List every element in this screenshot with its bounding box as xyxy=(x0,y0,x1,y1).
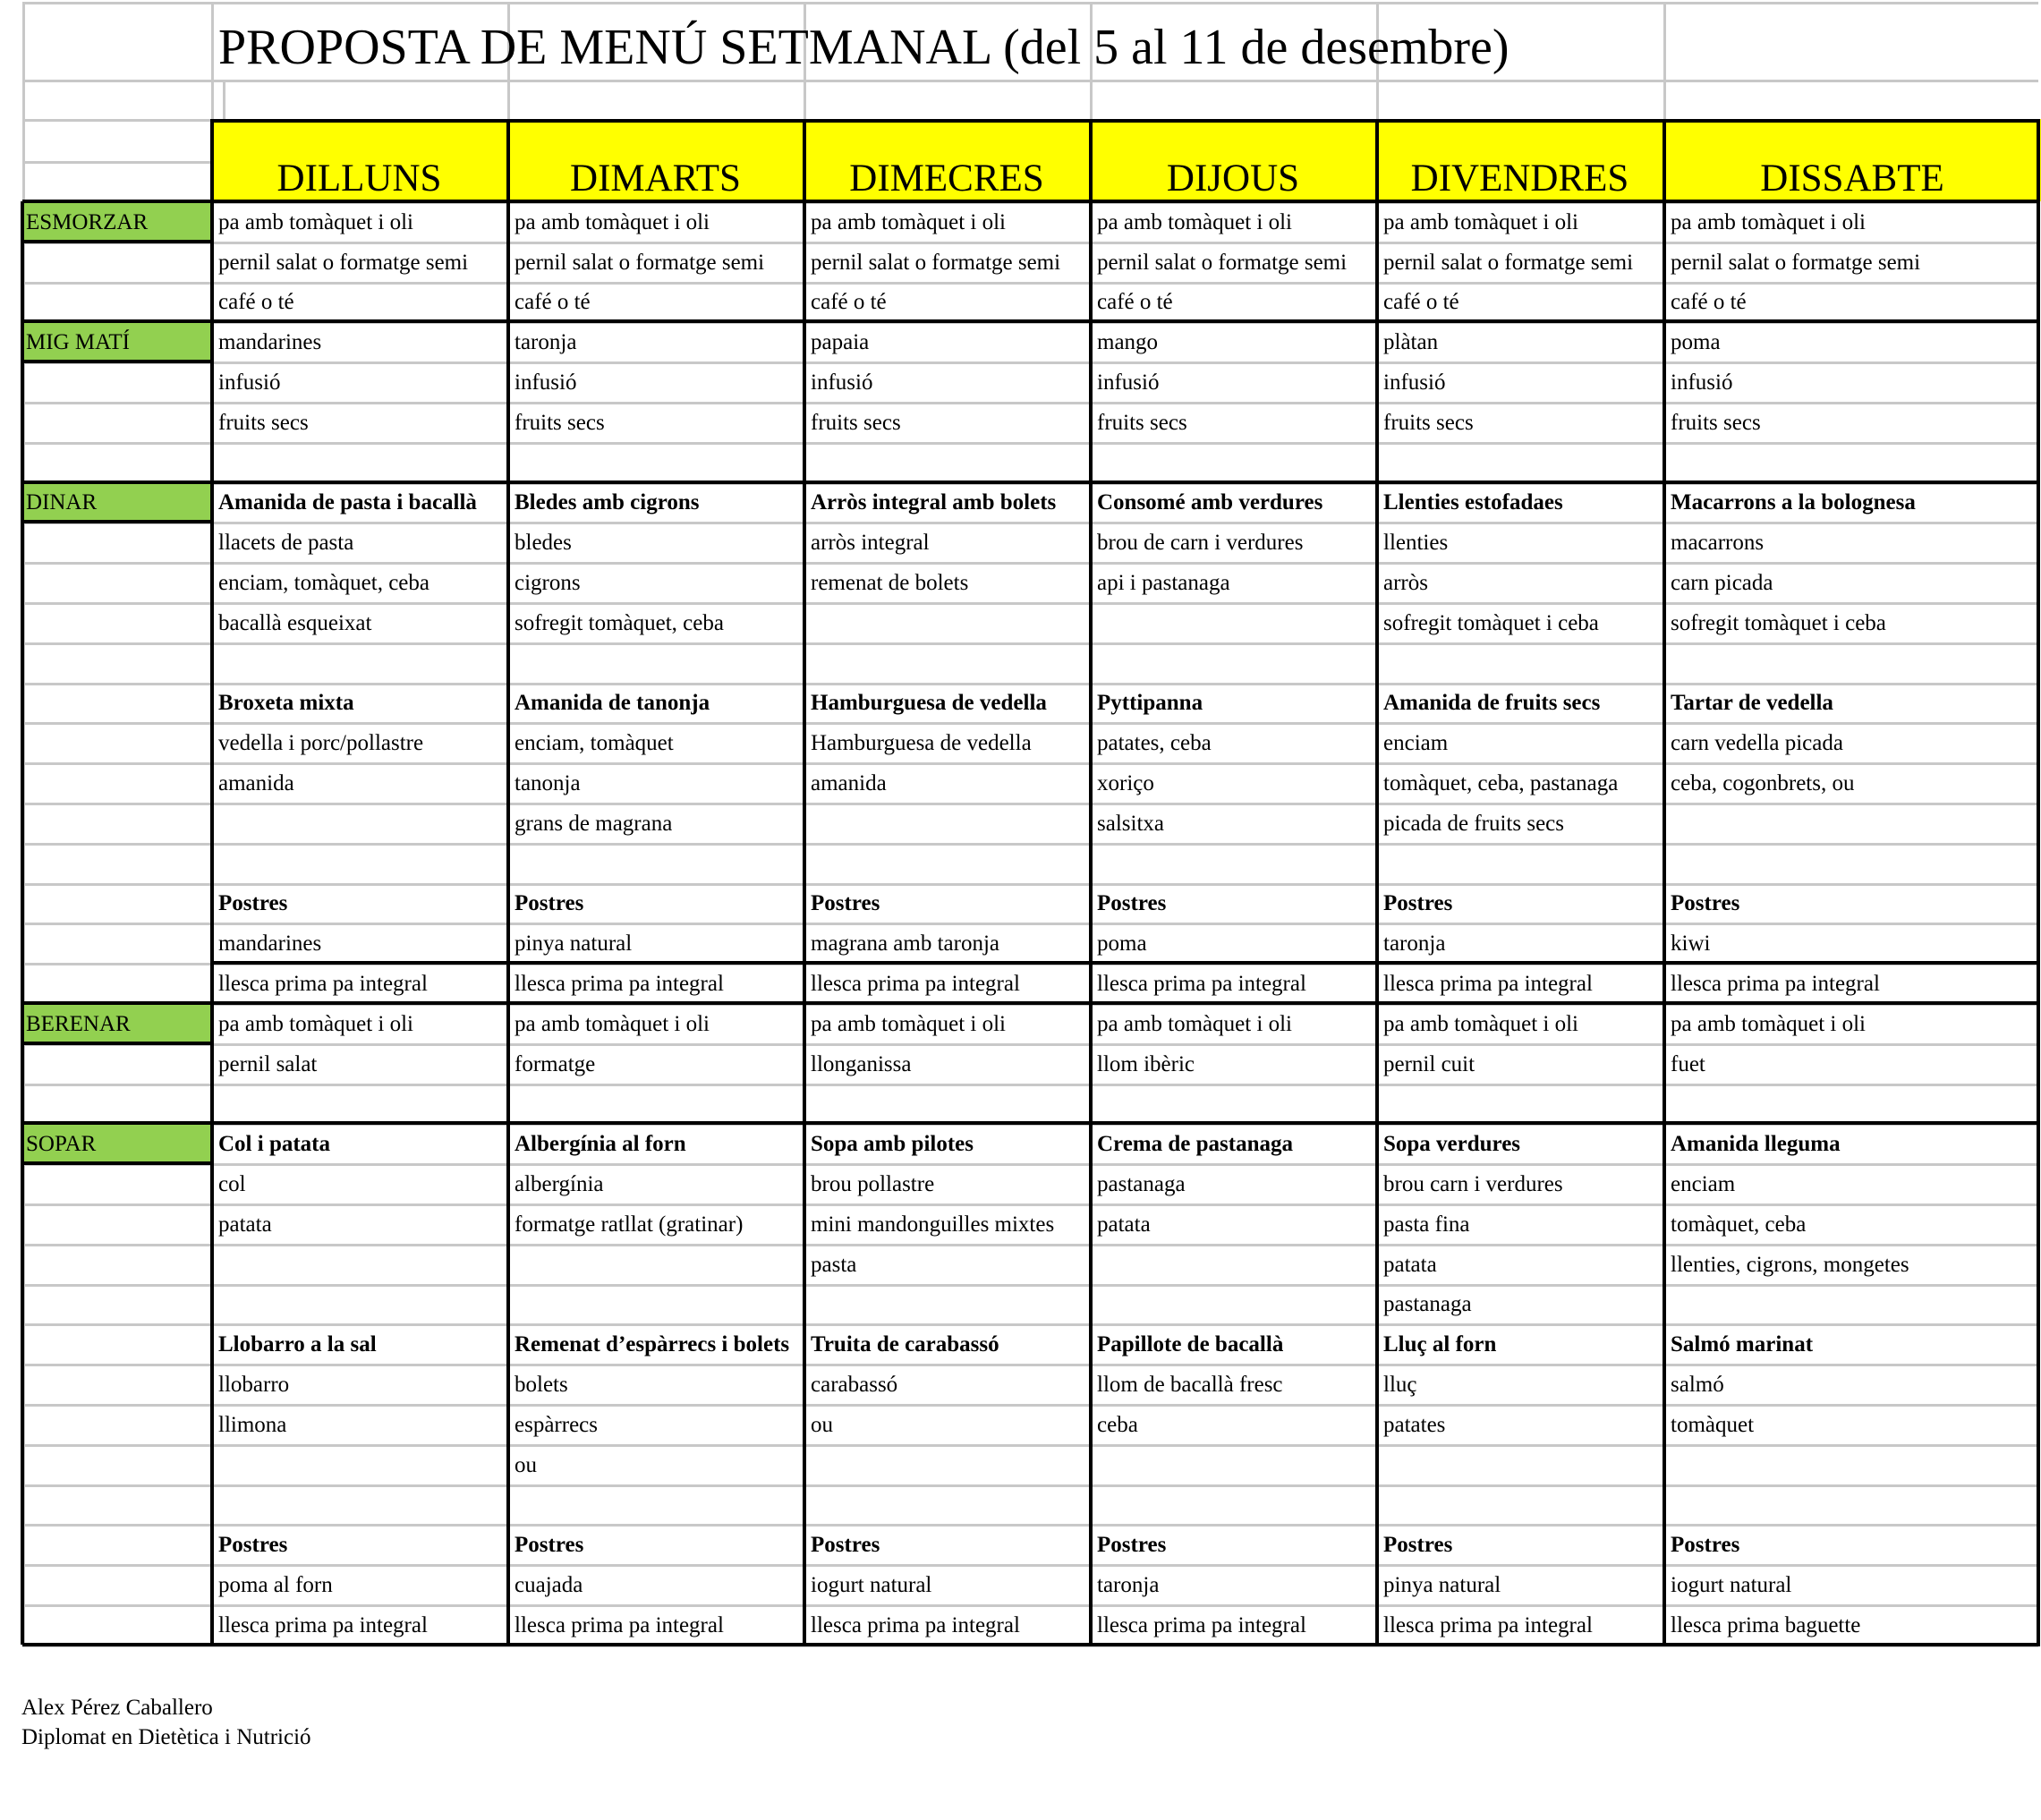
menu-cell xyxy=(507,843,814,883)
menu-cell xyxy=(507,442,814,482)
menu-cell: enciam xyxy=(1383,731,1449,756)
menu-cell: pa amb tomàquet i oli xyxy=(515,209,710,234)
dish-title-cell: Broxeta mixta xyxy=(218,691,354,716)
border xyxy=(22,240,211,243)
border xyxy=(1663,119,1666,1645)
menu-cell: café o té xyxy=(1097,290,1173,315)
menu-cell: tomàquet xyxy=(1671,1412,1755,1437)
menu-cell: picada de fruits secs xyxy=(1383,811,1565,836)
menu-cell xyxy=(804,843,1090,883)
menu-cell: pernil salat o formatge semi xyxy=(1671,250,1921,275)
menu-cell: taronja xyxy=(1097,1572,1160,1597)
menu-cell: pinya natural xyxy=(515,931,633,957)
menu-cell: poma xyxy=(1671,330,1721,355)
menu-cell: infusió xyxy=(811,370,873,395)
dish-title-cell: Postres xyxy=(1383,891,1453,916)
dish-title-cell: Llobarro a la sal xyxy=(218,1332,377,1357)
menu-cell: Hamburguesa de vedella xyxy=(811,731,1032,756)
menu-cell: macarrons xyxy=(1671,531,1765,556)
menu-cell: pernil salat o formatge semi xyxy=(1383,250,1634,275)
border xyxy=(22,319,2038,323)
border xyxy=(2037,119,2040,1645)
menu-cell: amanida xyxy=(811,770,887,795)
menu-cell: llesca prima pa integral xyxy=(515,1612,724,1637)
dish-title-cell: Consomé amb verdures xyxy=(1097,490,1323,515)
menu-cell: papaia xyxy=(811,330,870,355)
menu-cell xyxy=(1663,803,2041,843)
menu-cell xyxy=(1663,843,2041,883)
menu-cell: xoriço xyxy=(1097,770,1154,795)
menu-cell: llesca prima pa integral xyxy=(1671,971,1880,996)
menu-cell xyxy=(804,1444,1090,1484)
menu-cell xyxy=(1090,442,1376,482)
menu-cell xyxy=(1376,1084,1663,1124)
dish-title-cell: Postres xyxy=(515,1533,584,1558)
menu-cell xyxy=(1090,642,1376,683)
dish-title-cell: Amanida lleguma xyxy=(1671,1132,1841,1157)
menu-cell xyxy=(1090,1084,1376,1124)
dish-title-cell: Postres xyxy=(811,1533,880,1558)
menu-cell xyxy=(1090,843,1376,883)
author-credential: Diplomat en Dietètica i Nutrició xyxy=(21,1725,311,1749)
dish-title-cell: Postres xyxy=(515,891,584,916)
menu-cell: bacallà esqueixat xyxy=(218,610,372,635)
menu-cell: cigrons xyxy=(515,570,581,595)
menu-cell: llenties xyxy=(1383,531,1449,556)
menu-cell xyxy=(1663,1484,2041,1525)
menu-cell xyxy=(1090,1444,1376,1484)
menu-cell xyxy=(211,803,507,843)
menu-cell: formatge ratllat (gratinar) xyxy=(515,1212,744,1237)
menu-cell: café o té xyxy=(1671,290,1747,315)
day-header-dilluns: DILLUNS xyxy=(276,157,442,200)
meal-label: SOPAR xyxy=(26,1132,97,1157)
menu-cell: pa amb tomàquet i oli xyxy=(218,209,414,234)
border xyxy=(1375,119,1379,1645)
border xyxy=(506,119,510,1645)
menu-cell xyxy=(211,1444,507,1484)
border xyxy=(803,119,806,1645)
dish-title-cell: Col i patata xyxy=(218,1132,330,1157)
menu-cell: formatge xyxy=(515,1051,596,1076)
menu-cell xyxy=(211,442,507,482)
menu-cell: brou carn i verdures xyxy=(1383,1171,1563,1196)
dish-title-cell: Postres xyxy=(1097,1533,1167,1558)
menu-cell: patates, ceba xyxy=(1097,731,1212,756)
menu-cell: fuet xyxy=(1671,1051,1705,1076)
footer xyxy=(21,1693,311,1752)
menu-cell xyxy=(211,1084,507,1124)
menu-cell: magrana amb taronja xyxy=(811,931,1000,957)
menu-cell: taronja xyxy=(1383,931,1446,957)
dish-title-cell: Hamburguesa de vedella xyxy=(811,691,1047,716)
dish-title-cell: Postres xyxy=(1097,891,1167,916)
border xyxy=(22,1643,2040,1646)
border xyxy=(22,481,2038,484)
menu-cell xyxy=(1663,1284,2041,1324)
menu-cell: pa amb tomàquet i oli xyxy=(218,1011,414,1036)
author-name: Alex Pérez Caballero xyxy=(21,1696,213,1720)
grid-line xyxy=(223,80,225,119)
menu-cell xyxy=(507,1244,814,1284)
menu-cell: remenat de bolets xyxy=(811,570,969,595)
day-header-dimecres: DIMECRES xyxy=(849,157,1044,200)
dish-title-cell: Truita de carabassó xyxy=(811,1332,999,1357)
grid-line xyxy=(22,80,2038,82)
menu-cell: enciam xyxy=(1671,1171,1736,1196)
menu-cell xyxy=(1376,843,1663,883)
dish-title-cell: Remenat d’espàrrecs i bolets xyxy=(515,1332,790,1357)
menu-cell: llesca prima pa integral xyxy=(811,971,1020,996)
dish-title-cell: Postres xyxy=(1671,1533,1740,1558)
day-header-dissabte: DISSABTE xyxy=(1760,157,1944,200)
menu-cell: pinya natural xyxy=(1383,1572,1501,1597)
border xyxy=(1089,119,1093,1645)
menu-cell: carn vedella picada xyxy=(1671,731,1843,756)
dish-title-cell: Postres xyxy=(218,891,288,916)
menu-cell: pa amb tomàquet i oli xyxy=(1383,209,1579,234)
menu-cell: llesca prima baguette xyxy=(1671,1612,1861,1637)
menu-cell: mandarines xyxy=(218,931,322,957)
menu-cell: llacets de pasta xyxy=(218,531,354,556)
menu-cell xyxy=(804,442,1090,482)
menu-cell: infusió xyxy=(1383,370,1446,395)
menu-cell: llesca prima pa integral xyxy=(1383,1612,1593,1637)
menu-cell: pastanaga xyxy=(1097,1171,1186,1196)
menu-cell: patates xyxy=(1383,1412,1446,1437)
dish-title-cell: Sopa verdures xyxy=(1383,1132,1521,1157)
border xyxy=(211,119,2038,123)
border xyxy=(22,520,211,523)
border xyxy=(21,201,24,1645)
menu-cell: fruits secs xyxy=(1097,410,1187,435)
border xyxy=(22,1121,2038,1125)
menu-cell: pernil salat o formatge semi xyxy=(515,250,765,275)
dish-title-cell: Albergínia al forn xyxy=(515,1132,686,1157)
menu-cell: albergínia xyxy=(515,1171,604,1196)
menu-cell: llesca prima pa integral xyxy=(218,1612,428,1637)
menu-cell: patata xyxy=(218,1212,272,1237)
menu-cell xyxy=(211,1484,507,1525)
menu-cell: pa amb tomàquet i oli xyxy=(1383,1011,1579,1036)
menu-cell: café o té xyxy=(811,290,887,315)
menu-cell: café o té xyxy=(218,290,294,315)
menu-cell: fruits secs xyxy=(218,410,309,435)
menu-cell: mandarines xyxy=(218,330,322,355)
menu-cell xyxy=(507,1084,814,1124)
dish-title-cell: Sopa amb pilotes xyxy=(811,1132,974,1157)
menu-cell: llimona xyxy=(218,1412,287,1437)
day-header-dijous: DIJOUS xyxy=(1166,157,1300,200)
menu-cell xyxy=(1663,442,2041,482)
menu-cell xyxy=(507,1484,814,1525)
menu-cell: café o té xyxy=(1383,290,1459,315)
dish-title-cell: Lluç al forn xyxy=(1383,1332,1497,1357)
menu-cell: pastanaga xyxy=(1383,1292,1472,1317)
menu-cell: enciam, tomàquet, ceba xyxy=(218,570,429,595)
menu-cell: pa amb tomàquet i oli xyxy=(811,1011,1007,1036)
menu-cell: llesca prima pa integral xyxy=(1097,971,1306,996)
meal-label: ESMORZAR xyxy=(26,209,149,234)
dish-title-cell: Papillote de bacallà xyxy=(1097,1332,1284,1357)
menu-cell: mini mandonguilles mixtes xyxy=(811,1212,1055,1237)
menu-cell: pa amb tomàquet i oli xyxy=(1671,1011,1867,1036)
menu-cell xyxy=(1376,442,1663,482)
dish-title-cell: Pyttipanna xyxy=(1097,691,1203,716)
border xyxy=(211,961,2038,965)
menu-cell xyxy=(1376,1484,1663,1525)
menu-cell: llom ibèric xyxy=(1097,1051,1195,1076)
menu-cell: pa amb tomàquet i oli xyxy=(811,209,1007,234)
menu-cell: brou pollastre xyxy=(811,1171,935,1196)
menu-cell: pa amb tomàquet i oli xyxy=(1097,209,1293,234)
menu-cell: sofregit tomàquet i ceba xyxy=(1383,610,1599,635)
menu-cell xyxy=(211,1284,507,1324)
dish-title-cell: Crema de pastanaga xyxy=(1097,1132,1293,1157)
menu-cell: llenties, cigrons, mongetes xyxy=(1671,1252,1909,1277)
menu-cell xyxy=(211,642,507,683)
menu-cell: enciam, tomàquet xyxy=(515,731,674,756)
page-title: PROPOSTA DE MENÚ SETMANAL (del 5 al 11 de desembre) xyxy=(218,20,1509,75)
menu-cell xyxy=(804,803,1090,843)
dish-title-cell: Postres xyxy=(218,1533,288,1558)
menu-cell: pa amb tomàquet i oli xyxy=(1097,1011,1293,1036)
menu-cell: plàtan xyxy=(1383,330,1439,355)
menu-cell: pernil cuit xyxy=(1383,1051,1475,1076)
menu-cell xyxy=(804,642,1090,683)
border xyxy=(22,1042,211,1045)
menu-cell: vedella i porc/pollastre xyxy=(218,731,424,756)
menu-cell: fruits secs xyxy=(811,410,901,435)
dish-title-cell: Salmó marinat xyxy=(1671,1332,1814,1357)
dish-title-cell: Bledes amb cigrons xyxy=(515,490,700,515)
dish-title-cell: Amanida de tanonja xyxy=(515,691,710,716)
menu-cell: llesca prima pa integral xyxy=(1383,971,1593,996)
day-header-dimarts: DIMARTS xyxy=(570,157,741,200)
menu-cell: llesca prima pa integral xyxy=(811,1612,1020,1637)
dish-title-cell: Llenties estofadaes xyxy=(1383,490,1563,515)
border xyxy=(22,1161,211,1165)
menu-cell: tanonja xyxy=(515,770,581,795)
menu-cell: infusió xyxy=(1097,370,1160,395)
menu-cell: tomàquet, ceba xyxy=(1671,1212,1807,1237)
menu-cell: iogurt natural xyxy=(811,1572,932,1597)
menu-cell xyxy=(1663,642,2041,683)
menu-cell: fruits secs xyxy=(1671,410,1761,435)
menu-cell xyxy=(1376,1444,1663,1484)
menu-cell: api i pastanaga xyxy=(1097,570,1230,595)
menu-cell: pa amb tomàquet i oli xyxy=(515,1011,710,1036)
menu-cell: mango xyxy=(1097,330,1159,355)
menu-cell: pernil salat o formatge semi xyxy=(218,250,469,275)
dish-title-cell: Postres xyxy=(1383,1533,1453,1558)
dish-title-cell: Amanida de fruits secs xyxy=(1383,691,1601,716)
menu-cell: poma xyxy=(1097,931,1147,957)
menu-cell: tomàquet, ceba, pastanaga xyxy=(1383,770,1619,795)
border xyxy=(22,200,2038,203)
menu-cell: infusió xyxy=(218,370,281,395)
menu-cell: brou de carn i verdures xyxy=(1097,531,1304,556)
menu-cell xyxy=(804,1484,1090,1525)
menu-cell: espàrrecs xyxy=(515,1412,598,1437)
menu-cell xyxy=(1663,1084,2041,1124)
menu-cell xyxy=(1376,642,1663,683)
menu-cell: llonganissa xyxy=(811,1051,912,1076)
menu-cell: café o té xyxy=(515,290,591,315)
menu-cell: patata xyxy=(1383,1252,1437,1277)
menu-cell: arròs xyxy=(1383,570,1428,595)
menu-cell: llom de bacallà fresc xyxy=(1097,1372,1283,1397)
dish-title-cell: Postres xyxy=(811,891,880,916)
menu-cell: ou xyxy=(515,1452,537,1477)
menu-cell: arròs integral xyxy=(811,531,930,556)
menu-cell: poma al forn xyxy=(218,1572,333,1597)
menu-cell: amanida xyxy=(218,770,294,795)
menu-cell: ceba xyxy=(1097,1412,1138,1437)
menu-cell xyxy=(211,843,507,883)
menu-cell: pernil salat xyxy=(218,1051,318,1076)
menu-cell: carabassó xyxy=(811,1372,898,1397)
menu-cell: col xyxy=(218,1171,246,1196)
menu-cell: grans de magrana xyxy=(515,811,673,836)
menu-cell: pasta xyxy=(811,1252,857,1277)
menu-cell: llesca prima pa integral xyxy=(1097,1612,1306,1637)
menu-cell xyxy=(804,1084,1090,1124)
menu-cell xyxy=(1090,602,1376,642)
menu-cell: infusió xyxy=(1671,370,1733,395)
dish-title-cell: Arròs integral amb bolets xyxy=(811,490,1057,515)
menu-cell: sofregit tomàquet, ceba xyxy=(515,610,724,635)
meal-label: MIG MATÍ xyxy=(26,330,130,355)
meal-label: DINAR xyxy=(26,490,98,515)
menu-cell: salsitxa xyxy=(1097,811,1164,836)
border xyxy=(22,360,211,363)
menu-cell: iogurt natural xyxy=(1671,1572,1792,1597)
dish-title-cell: Postres xyxy=(1671,891,1740,916)
menu-cell: lluç xyxy=(1383,1372,1417,1397)
menu-cell xyxy=(211,1244,507,1284)
menu-cell xyxy=(1090,1284,1376,1324)
menu-cell: llesca prima pa integral xyxy=(515,971,724,996)
menu-cell: carn picada xyxy=(1671,570,1773,595)
dish-title-cell: Tartar de vedella xyxy=(1671,691,1833,716)
menu-cell xyxy=(804,602,1090,642)
menu-cell: llobarro xyxy=(218,1372,290,1397)
menu-cell: taronja xyxy=(515,330,577,355)
dish-title-cell: Macarrons a la bolognesa xyxy=(1671,490,1916,515)
border xyxy=(210,119,214,1645)
menu-cell xyxy=(1090,1244,1376,1284)
menu-cell xyxy=(1663,1444,2041,1484)
border xyxy=(22,1001,2038,1005)
menu-cell: fruits secs xyxy=(1383,410,1474,435)
menu-cell: kiwi xyxy=(1671,931,1711,957)
menu-cell: bledes xyxy=(515,531,572,556)
menu-cell: ceba, cogonbrets, ou xyxy=(1671,770,1855,795)
menu-cell: pa amb tomàquet i oli xyxy=(1671,209,1867,234)
menu-cell xyxy=(804,1284,1090,1324)
menu-cell: pernil salat o formatge semi xyxy=(811,250,1061,275)
dish-title-cell: Amanida de pasta i bacallà xyxy=(218,490,477,515)
menu-cell: llesca prima pa integral xyxy=(218,971,428,996)
menu-cell: infusió xyxy=(515,370,577,395)
menu-cell xyxy=(507,642,814,683)
menu-cell: bolets xyxy=(515,1372,568,1397)
menu-cell: sofregit tomàquet i ceba xyxy=(1671,610,1886,635)
menu-cell: patata xyxy=(1097,1212,1151,1237)
menu-cell xyxy=(1090,1484,1376,1525)
menu-cell: ou xyxy=(811,1412,833,1437)
menu-cell: fruits secs xyxy=(515,410,605,435)
menu-cell: pasta fina xyxy=(1383,1212,1470,1237)
day-header-divendres: DIVENDRES xyxy=(1410,157,1629,200)
menu-cell: pernil salat o formatge semi xyxy=(1097,250,1348,275)
menu-cell: salmó xyxy=(1671,1372,1724,1397)
meal-label: BERENAR xyxy=(26,1011,131,1036)
menu-cell xyxy=(507,1284,814,1324)
menu-cell: cuajada xyxy=(515,1572,583,1597)
